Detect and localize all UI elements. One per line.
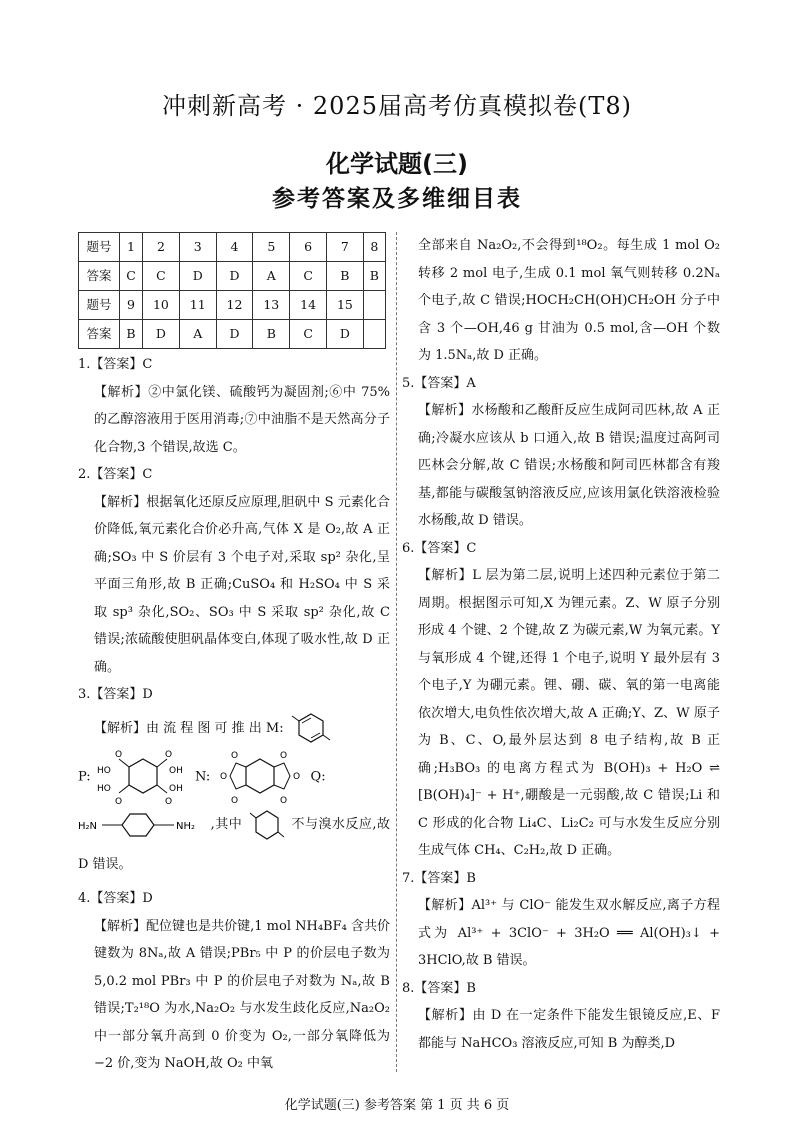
svg-text:HO: HO bbox=[96, 783, 111, 794]
left-column bbox=[78, 232, 390, 1078]
table-cell: 5 bbox=[253, 233, 290, 262]
q2-explanation: 【解析】根据氧化还原反应原理,胆矾中 S 元素化合价降低,氧元素化合价必升高,气体 X 是 O₂,故 A 正确;SO₃ 中 S 价层有 3 个电子对,采取 sp² 杂化,呈平面三角形,故 B 正确;CuSO₄ 和 H₂SO₄ 中 S 采取 sp³ 杂化,SO₂、SO₃ 中 S 采取 sp² 杂化,故 C 错误;浓硫酸使胆矾晶体变白,体现了吸水性,故 D 正确。 bbox=[94, 494, 390, 675]
table-row bbox=[79, 291, 386, 320]
table-cell bbox=[363, 291, 385, 320]
q4-explanation-continued: 全部来自 Na₂O₂,不会得到¹⁸O₂。每生成 1 mol O₂ 转移 2 mol 电子,生成 0.1 mol 氧气则转移 0.2Nₐ 个电子,故 C 错误;HOCH₂CH(OH)CH₂OH 分子中含 3 个—OH,46 g 甘油为 0.5 mol,含—OH 个数为 1.5Nₐ,故 D 正确。 bbox=[418, 238, 720, 363]
svg-text:HO: HO bbox=[96, 765, 111, 776]
table-cell: 13 bbox=[253, 291, 290, 320]
q7-explanation: 【解析】Al³⁺ 与 ClO⁻ 能发生双水解反应,离子方程式为 Al³⁺ + 3ClO⁻ + 3H₂O ══ Al(OH)₃↓ + 3HClO,故 B 错误。 bbox=[418, 898, 720, 968]
label-q: Q: bbox=[310, 769, 326, 784]
table-cell: 题号 bbox=[79, 291, 120, 320]
q3-answer: 3.【答案】D bbox=[78, 687, 153, 702]
table-cell: D bbox=[216, 262, 253, 291]
molecule-m-inline-structure bbox=[247, 808, 287, 842]
q3-line-3 bbox=[78, 805, 390, 885]
table-cell: B bbox=[327, 262, 364, 291]
molecule-n-structure bbox=[214, 749, 306, 805]
svg-text:O: O bbox=[280, 795, 288, 805]
svg-text:O: O bbox=[231, 750, 239, 761]
svg-text:O: O bbox=[220, 771, 228, 782]
table-row bbox=[79, 233, 386, 262]
q5-explanation: 【解析】水杨酸和乙酸酐反应生成阿司匹林,故 A 正确;冷凝水应该从 b 口通入,故 B 错误;温度过高阿司匹林会分解,故 C 错误;水杨酸和阿司匹林都含有羧基,都能与碳酸氢钠溶液反应,应该用氯化铁溶液检验水杨酸,故 D 错误。 bbox=[418, 403, 720, 528]
q-amine-right: NH₂ bbox=[176, 820, 196, 832]
q6-explanation: 【解析】L 层为第二层,说明上述四种元素位于第二周期。根据图示可知,X 为锂元素。Z、W 原子分别形成 4 个键、2 个键,故 Z 为碳元素,W 为氧元素。Y 与氧形成 4 个键,还得 1 个电子,说明 Y 最外层有 3 个电子,Y 为硼元素。锂、硼、碳、氧的第一电离能依次增大,电负性依次增大,故 A 正确;Y、Z、W 原子为 B、C、O,最外层达到 8 电子结构,故 B 正确;H₃BO₃ 的电离方程式为 B(OH)₃ + H₂O ⇌ [B(OH)₄]⁻ + H⁺,硼酸是一元弱酸,故 C 错误;Li 和 C 形成的化合物 Li₄C、Li₂C₂ 可与水发生反应分别生成气体 CH₄、C₂H₂,故 D 正确。 bbox=[418, 568, 720, 858]
table-row bbox=[79, 262, 386, 291]
table-cell: A bbox=[179, 320, 216, 349]
svg-text:O: O bbox=[293, 771, 301, 782]
right-column bbox=[402, 232, 720, 1057]
q3-explanation-middle: ,其中 bbox=[210, 817, 243, 832]
table-cell: 3 bbox=[179, 233, 216, 262]
table-cell: D bbox=[143, 320, 180, 349]
molecule-m-structure bbox=[288, 710, 334, 746]
molecule-q-structure bbox=[78, 810, 206, 840]
page-footer: 化学试题(三) 参考答案 第 1 页 共 6 页 bbox=[284, 1098, 510, 1113]
q8-explanation: 【解析】由 D 在一定条件下能发生银镜反应,E、F 都能与 NaHCO₃ 溶液反应,可知 B 为醇类,D bbox=[418, 1008, 720, 1051]
column-divider bbox=[396, 232, 397, 1072]
svg-text:O: O bbox=[114, 796, 122, 805]
svg-text:OH: OH bbox=[168, 783, 183, 794]
q4-explanation: 【解析】配位键也是共价键,1 mol NH₄BF₄ 含共价键数为 8Nₐ,故 A 错误;PBr₅ 中 P 的价层电子数为 5,0.2 mol PBr₃ 中 P 的价层电子对数为 Nₐ,故 B 错误;T₂¹⁸O 为水,Na₂O₂ 与水发生歧化反应,Na₂O₂ 中一部分氧升高到 0 价变为 O₂,一部分氧降低为 −2 价,变为 NaOH,故 O₂ 中氧 bbox=[94, 918, 390, 1071]
table-cell: 8 bbox=[363, 233, 385, 262]
q6-answer: 6.【答案】C bbox=[402, 540, 477, 556]
svg-text:O: O bbox=[164, 749, 172, 760]
table-cell: D bbox=[216, 320, 253, 349]
q7-answer: 7.【答案】B bbox=[402, 870, 476, 886]
table-cell: C bbox=[120, 262, 143, 291]
table-cell: B bbox=[120, 320, 143, 349]
table-cell: 1 bbox=[120, 233, 143, 262]
svg-text:O: O bbox=[280, 750, 288, 761]
table-cell: 15 bbox=[327, 291, 364, 320]
q3-explanation-end: 不与溴水反应,故 D 错误。 bbox=[78, 817, 390, 872]
table-cell: 11 bbox=[179, 291, 216, 320]
table-cell: 12 bbox=[216, 291, 253, 320]
q8-answer: 8.【答案】B bbox=[402, 980, 476, 996]
table-cell: 9 bbox=[120, 291, 143, 320]
q2-answer: 2.【答案】C bbox=[78, 467, 153, 482]
q3-explanation-start: 【解析】由 流 程 图 可 推 出 M: bbox=[94, 720, 284, 736]
table-cell: D bbox=[327, 320, 364, 349]
q3-line-2 bbox=[78, 749, 390, 806]
q1-explanation: 【解析】②中氯化镁、硫酸钙为凝固剂;⑥中 75% 的乙醇溶液用于医用消毒;⑦中油脂不是天然高分子化合物,3 个错误,故选 C。 bbox=[94, 384, 390, 455]
table-cell: B bbox=[253, 320, 290, 349]
table-cell: 10 bbox=[143, 291, 180, 320]
molecule-p-structure bbox=[95, 749, 191, 805]
table-cell: 题号 bbox=[79, 233, 120, 262]
table-cell: 答案 bbox=[79, 262, 120, 291]
q-amine-left: H₂N bbox=[78, 820, 98, 832]
q5-answer: 5.【答案】A bbox=[402, 375, 476, 391]
label-n: N: bbox=[194, 769, 211, 784]
table-cell: C bbox=[290, 320, 327, 349]
table-cell: D bbox=[179, 262, 216, 291]
svg-text:O: O bbox=[231, 795, 239, 805]
q4-answer: 4.【答案】D bbox=[78, 891, 153, 906]
table-cell: 4 bbox=[216, 233, 253, 262]
table-cell: B bbox=[363, 262, 385, 291]
table-cell: C bbox=[290, 262, 327, 291]
table-cell: 6 bbox=[290, 233, 327, 262]
svg-text:O: O bbox=[114, 749, 122, 760]
table-cell: A bbox=[253, 262, 290, 291]
table-cell: 2 bbox=[143, 233, 180, 262]
table-cell: C bbox=[143, 262, 180, 291]
table-cell: 7 bbox=[327, 233, 364, 262]
table-cell: 14 bbox=[290, 291, 327, 320]
subject-title: 化学试题(三) bbox=[326, 150, 468, 178]
exam-series-title: 冲刺新高考 · 2025届高考仿真模拟卷(T8) bbox=[162, 92, 632, 120]
answer-key-title: 参考答案及多维细目表 bbox=[272, 186, 522, 212]
table-row bbox=[79, 320, 386, 349]
q3-line-1 bbox=[78, 709, 390, 749]
answer-table bbox=[78, 232, 386, 349]
q1-answer: 1.【答案】C bbox=[78, 357, 153, 372]
svg-text:OH: OH bbox=[168, 765, 183, 776]
table-cell bbox=[363, 320, 385, 349]
table-cell: 答案 bbox=[79, 320, 120, 349]
svg-text:O: O bbox=[164, 796, 172, 805]
label-p: P: bbox=[78, 769, 91, 784]
